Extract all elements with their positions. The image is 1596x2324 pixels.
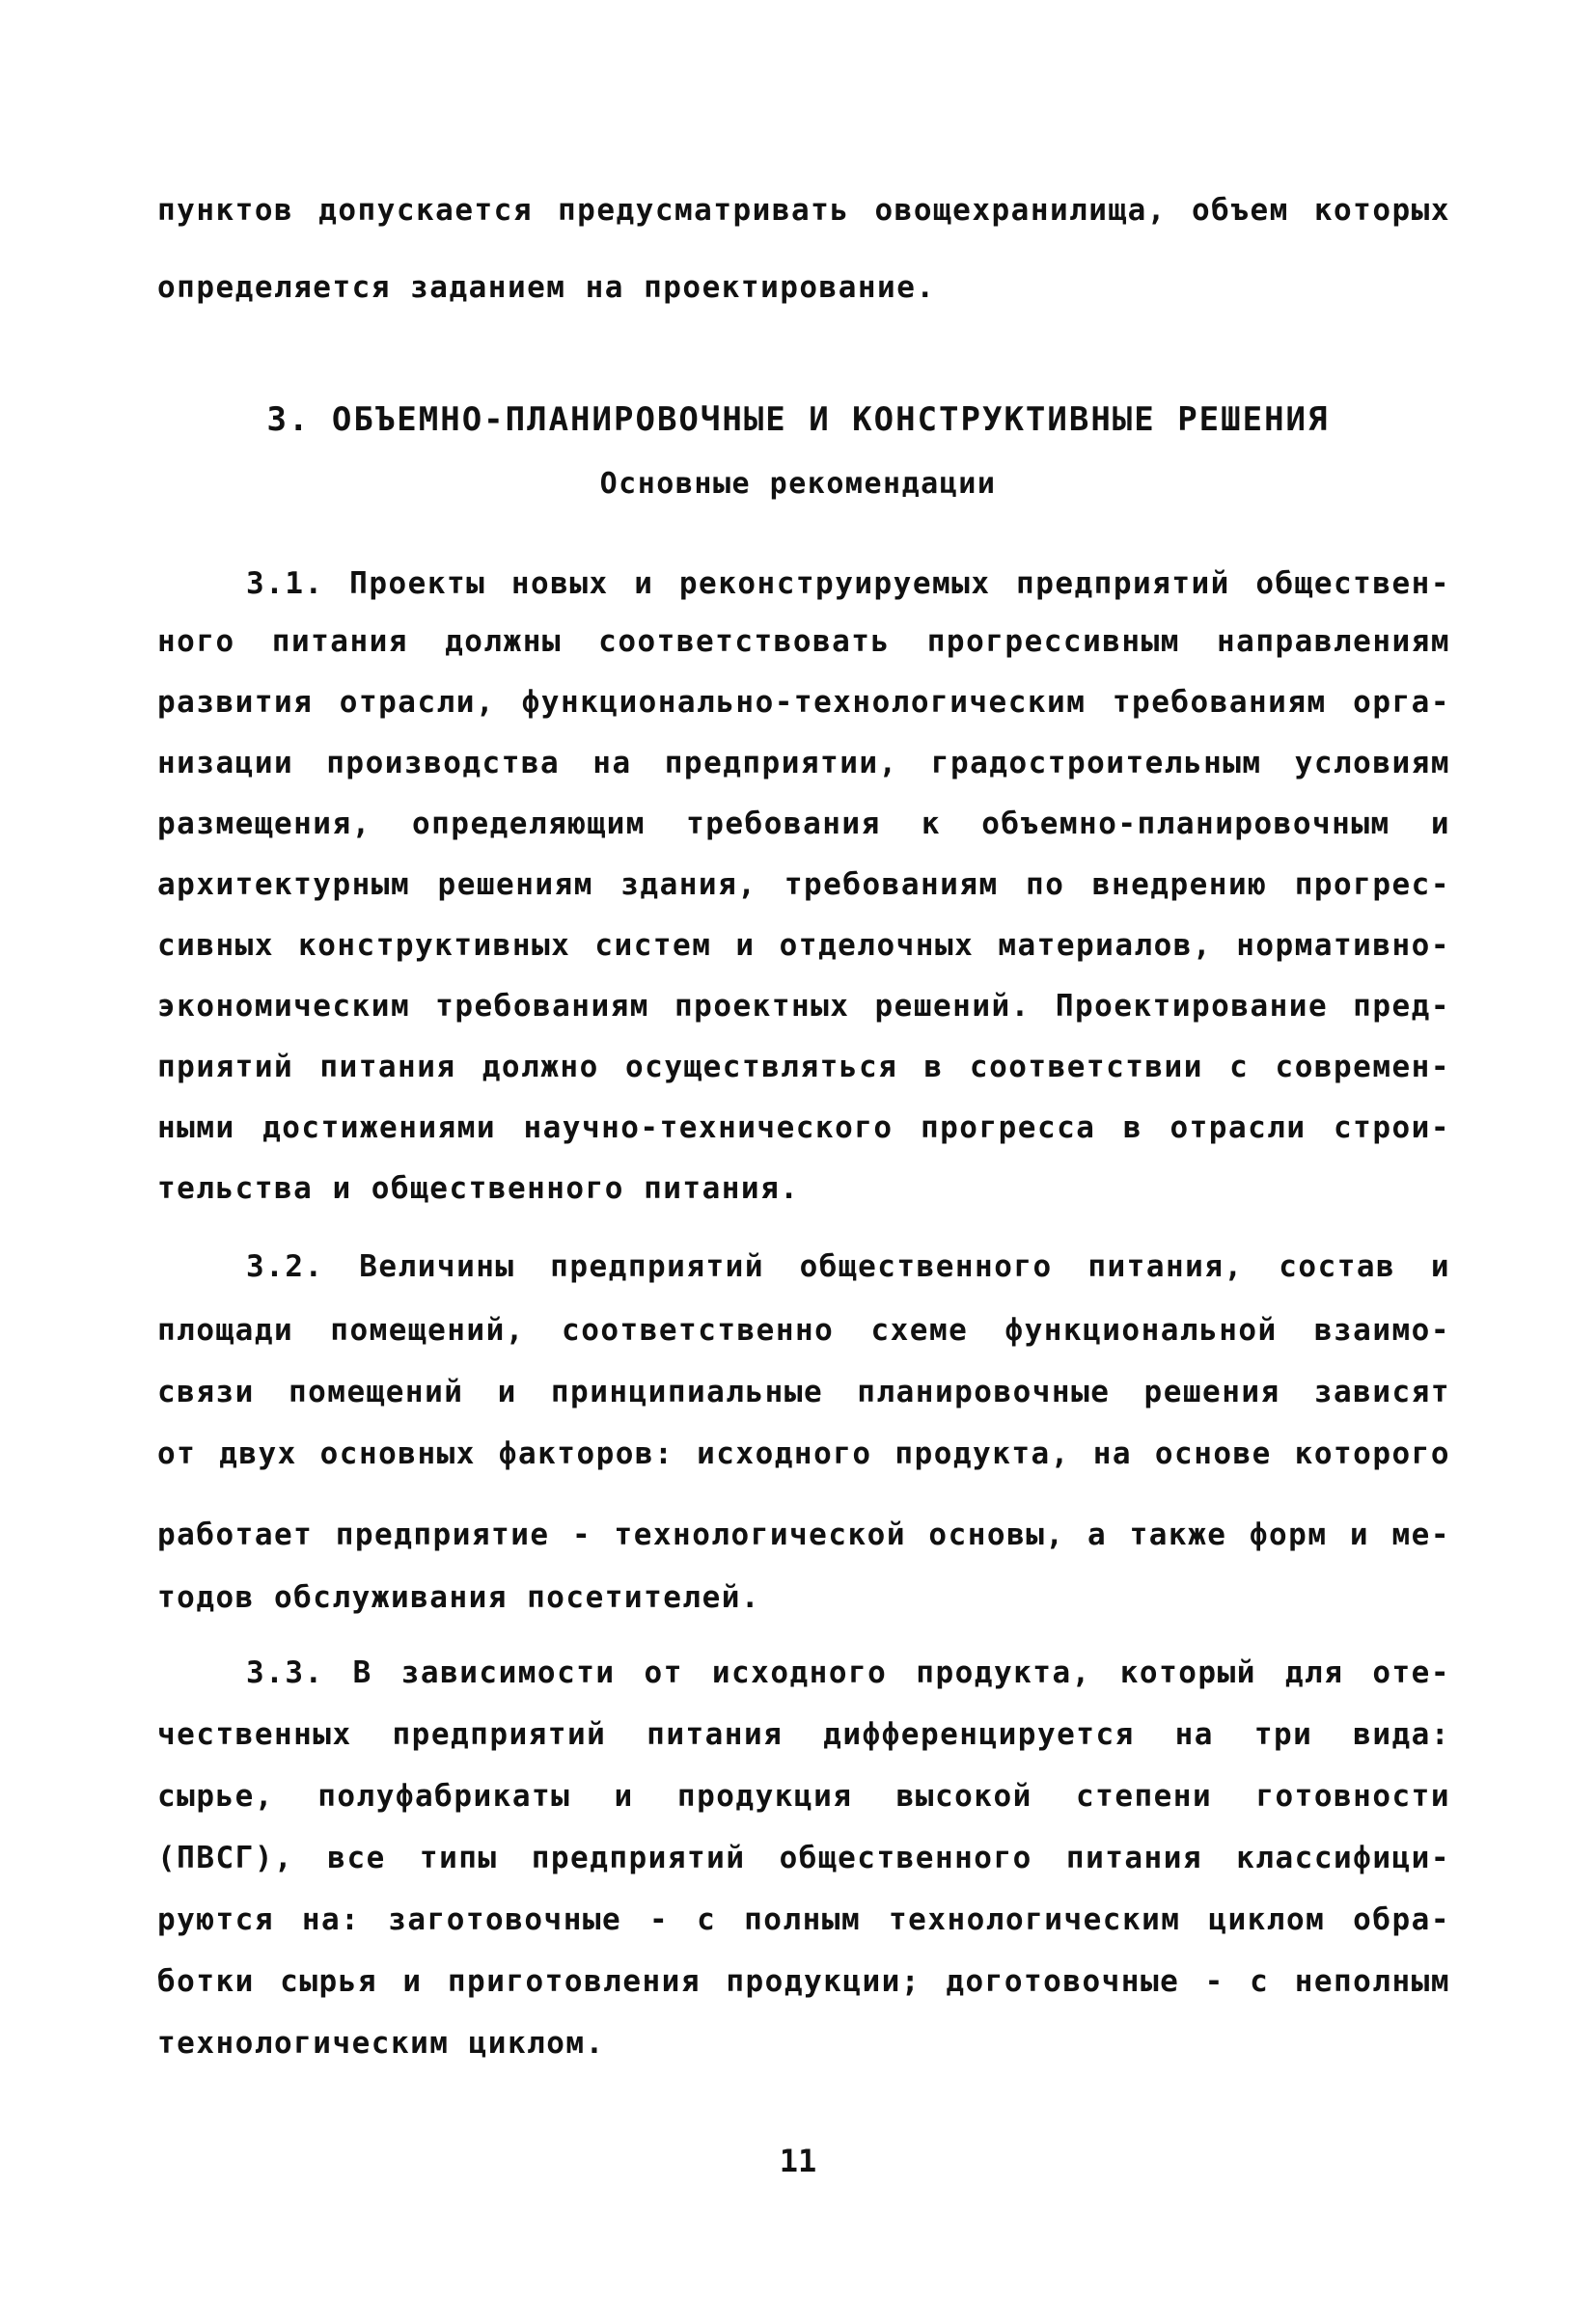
para-3-1-line: ными достижениями научно-технического прогресса в отрасли строи- [157, 1110, 1450, 1145]
para-3-3-line: руются на: заготовочные - с полным технологическим циклом обра- [157, 1902, 1450, 1937]
para-3-3-line: (ПВСГ), все типы предприятий общественного питания классифици- [157, 1841, 1450, 1875]
para-3-3-line: технологическим циклом. [157, 2026, 605, 2061]
para-3-3-line: ботки сырья и приготовления продукции; доготовочные - с неполным [157, 1964, 1450, 1999]
section-subtitle: Основные рекомендации [599, 467, 997, 501]
para-3-1-line: размещения, определяющим требования к объемно-планировочным и [157, 807, 1450, 841]
para-3-2-line: работает предприятие - технологической основы, а также форм и ме- [157, 1517, 1450, 1552]
para-3-1-line: 3.1. Проекты новых и реконструируемых предприятий обществен- [246, 566, 1450, 601]
para-3-1-line: низации производства на предприятии, градостроительным условиям [157, 746, 1450, 780]
para-3-2-line: тодов обслуживания посетителей. [157, 1580, 761, 1615]
para-3-3-line: сырье, полуфабрикаты и продукция высокой степени готовности [157, 1779, 1450, 1814]
para-3-1-line: приятий питания должно осуществляться в соответствии с современ- [157, 1050, 1450, 1084]
intro-line-2: определяется заданием на проектирование. [157, 270, 936, 305]
para-3-1-line: ного питания должны соответствовать прогрессивным направлениям [157, 624, 1450, 659]
para-3-3-line: 3.3. В зависимости от исходного продукта, который для оте- [246, 1655, 1450, 1690]
para-3-1-line: тельства и общественного питания. [157, 1171, 800, 1206]
para-3-2-line: площади помещений, соответственно схеме функциональной взаимо- [157, 1313, 1450, 1348]
page-number: 11 [779, 2143, 817, 2179]
para-3-2-line: 3.2. Величины предприятий общественного питания, состав и [246, 1249, 1450, 1284]
para-3-1-line: сивных конструктивных систем и отделочных материалов, нормативно- [157, 928, 1450, 963]
para-3-3-line: чественных предприятий питания дифференцируется на три вида: [157, 1717, 1450, 1752]
para-3-2-line: от двух основных факторов: исходного продукта, на основе которого [157, 1436, 1450, 1471]
intro-line-1: пунктов допускается предусматривать овощехранилища, объем которых [157, 193, 1450, 228]
section-title: 3. ОБЪЕМНО-ПЛАНИРОВОЧНЫЕ И КОНСТРУКТИВНЫЕ РЕШЕНИЯ [266, 400, 1330, 439]
para-3-2-line: связи помещений и принципиальные планировочные решения зависят [157, 1375, 1450, 1409]
para-3-1-line: экономическим требованиям проектных решений. Проектирование пред- [157, 989, 1450, 1024]
para-3-1-line: развития отрасли, функционально-технологическим требованиям орга- [157, 685, 1450, 720]
para-3-1-line: архитектурным решениям здания, требованиям по внедрению прогрес- [157, 867, 1450, 902]
